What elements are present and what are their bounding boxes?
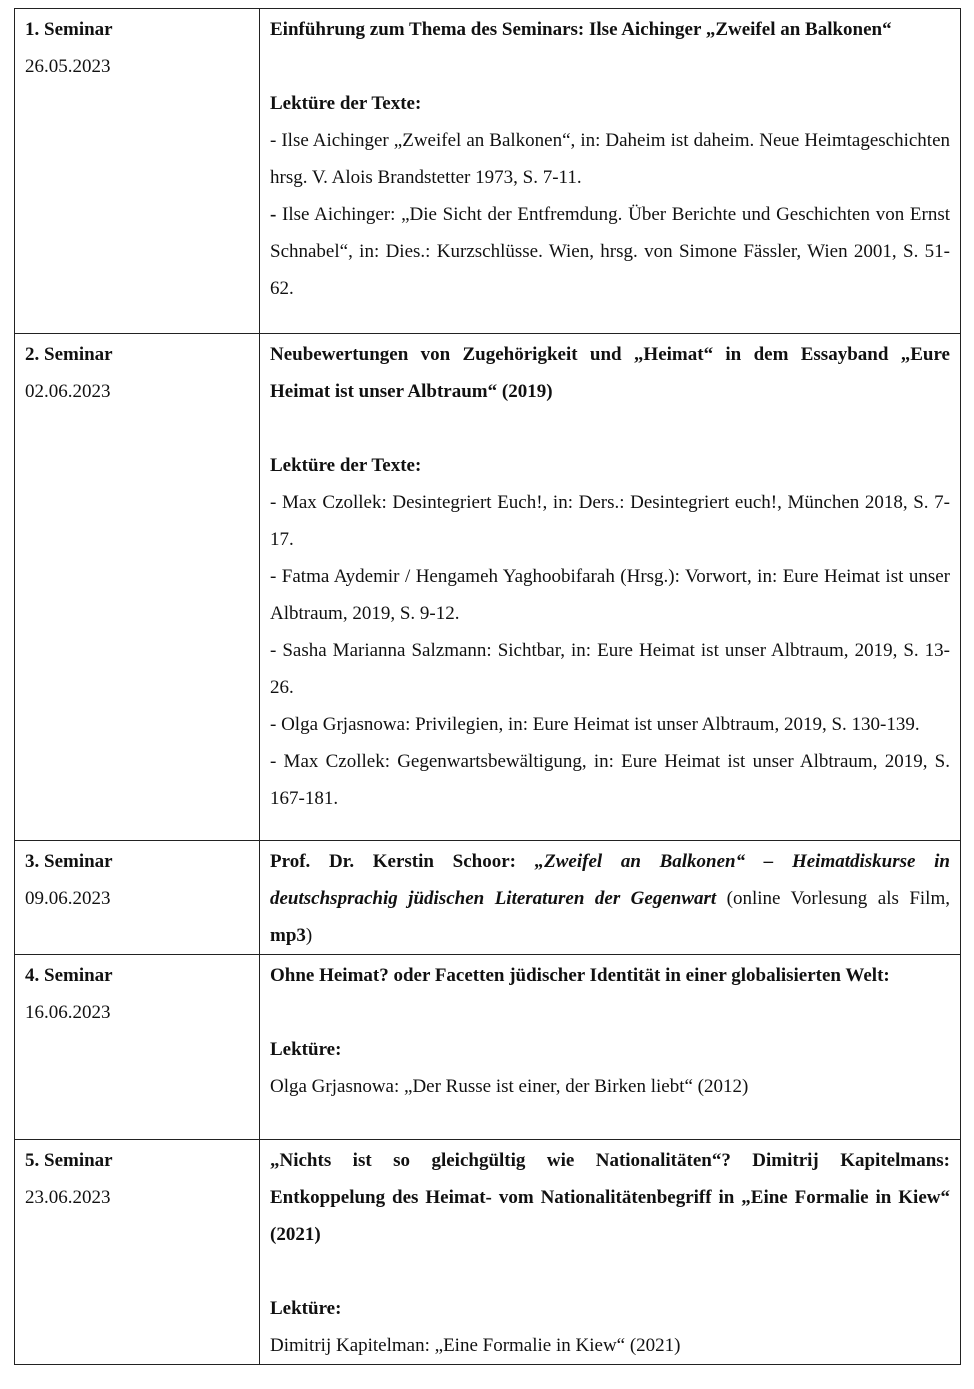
seminar-date: 09.06.2023 bbox=[25, 888, 111, 909]
seminar-title: Neubewertungen von Zugehörigkeit und „Heimat“ in dem Essayband „Eure Heimat ist unser Albtraum“ (2019) bbox=[270, 344, 950, 402]
seminar-content-cell bbox=[260, 334, 961, 841]
seminar-number: 4. Seminar bbox=[25, 965, 113, 986]
seminar-number: 2. Seminar bbox=[25, 344, 113, 365]
seminar-row bbox=[15, 955, 961, 1140]
seminar-row bbox=[15, 334, 961, 841]
reading-item: - Max Czollek: Desintegriert Euch!, in: Ders.: Desintegriert euch!, München 2018, S. 7-17. bbox=[270, 492, 950, 550]
seminar-number: 5. Seminar bbox=[25, 1150, 113, 1171]
seminar-label-cell bbox=[15, 955, 260, 1140]
seminar-schedule-table bbox=[14, 8, 961, 1365]
seminar-date: 02.06.2023 bbox=[25, 381, 111, 402]
reading-item: - Max Czollek: Gegenwartsbewältigung, in: Eure Heimat ist unser Albtraum, 2019, S. 167-181. bbox=[270, 751, 950, 809]
seminar-title: Einführung zum Thema des Seminars: Ilse Aichinger „Zweifel an Balkonen“ bbox=[270, 19, 892, 40]
seminar-date: 26.05.2023 bbox=[25, 56, 111, 77]
seminar-title: „Nichts ist so gleichgültig wie Nationalitäten“? Dimitrij Kapitelmans: Entkoppelung des Heimat- vom Nationalitätenbegriff in „Eine Formalie in Kiew“ (2021) bbox=[270, 1150, 950, 1245]
seminar-label-cell bbox=[15, 841, 260, 955]
spacer bbox=[270, 1253, 950, 1290]
seminar-title: Ohne Heimat? oder Facetten jüdischer Identität in einer globalisierten Welt: bbox=[270, 965, 890, 986]
lecture-note-end: ) bbox=[305, 925, 313, 946]
reading-item: - Fatma Aydemir / Hengameh Yaghoobifarah (Hrsg.): Vorwort, in: Eure Heimat ist unser Albtraum, 2019, S. 9-12. bbox=[270, 566, 950, 624]
seminar-content-cell bbox=[260, 841, 961, 955]
seminar-number: 1. Seminar bbox=[25, 19, 113, 40]
reading-item bbox=[270, 196, 950, 307]
seminar-label-cell bbox=[15, 9, 260, 334]
seminar-date: 23.06.2023 bbox=[25, 1187, 111, 1208]
reading-item: - Olga Grjasnowa: Privilegien, in: Eure Heimat ist unser Albtraum, 2019, S. 130-139. bbox=[270, 714, 920, 735]
reading-item: Dimitrij Kapitelman: „Eine Formalie in Kiew“ (2021) bbox=[270, 1335, 681, 1356]
lecture-speaker: Prof. Dr. Kerstin Schoor: bbox=[270, 851, 535, 872]
seminar-label-cell bbox=[15, 1140, 260, 1365]
reading-heading: Lektüre der Texte: bbox=[270, 93, 422, 114]
reading-item: Olga Grjasnowa: „Der Russe ist einer, der Birken liebt“ (2012) bbox=[270, 1076, 749, 1097]
reading-item-text: Ilse Aichinger: „Die Sicht der Entfremdung. Über Berichte und Geschichten von Ernst Schnabel“, in: Dies.: Kurzschlüsse. Wien, hrsg. von Simone Fässler, Wien 2001, S. 51-62. bbox=[270, 204, 951, 299]
seminar-content-cell bbox=[260, 955, 961, 1140]
spacer bbox=[270, 48, 950, 85]
lecture-note: (online Vorlesung als Film, bbox=[716, 888, 950, 909]
reading-heading: Lektüre der Texte: bbox=[270, 455, 422, 476]
reading-bullet: - bbox=[270, 204, 283, 225]
reading-item: - Sasha Marianna Salzmann: Sichtbar, in: Eure Heimat ist unser Albtraum, 2019, S. 13-26. bbox=[270, 640, 950, 698]
spacer bbox=[270, 410, 950, 447]
seminar-content-cell bbox=[260, 1140, 961, 1365]
seminar-row bbox=[15, 1140, 961, 1365]
reading-item: - Ilse Aichinger „Zweifel an Balkonen“, in: Daheim ist daheim. Neue Heimtageschichten hrsg. V. Alois Brandstetter 1973, S. 7-11. bbox=[270, 130, 950, 188]
seminar-content-cell bbox=[260, 9, 961, 334]
seminar-row bbox=[15, 9, 961, 334]
seminar-number: 3. Seminar bbox=[25, 851, 113, 872]
reading-heading: Lektüre: bbox=[270, 1298, 342, 1319]
spacer bbox=[270, 994, 950, 1031]
reading-heading: Lektüre: bbox=[270, 1039, 342, 1060]
lecture-title: „Zweifel an Balkonen“ – Heimatdiskurse in deutschsprachig jüdischen Literaturen der Gegenwart bbox=[270, 851, 950, 909]
seminar-label-cell bbox=[15, 334, 260, 841]
lecture-description bbox=[270, 843, 950, 954]
seminar-date: 16.06.2023 bbox=[25, 1002, 111, 1023]
lecture-format: mp3 bbox=[270, 925, 306, 946]
seminar-row bbox=[15, 841, 961, 955]
